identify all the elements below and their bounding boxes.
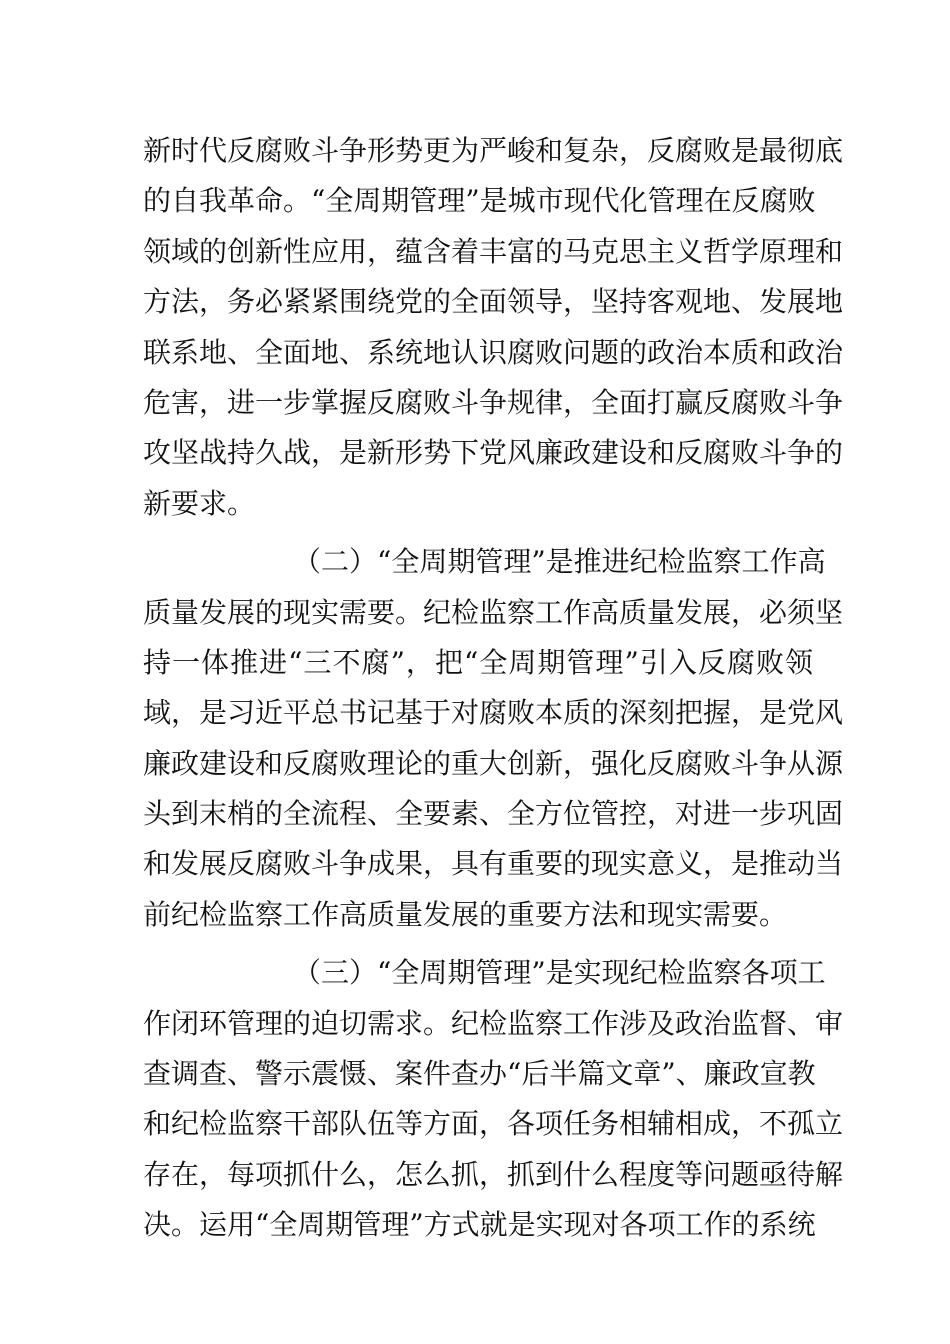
text-line: 廉政建设和反腐败理论的重大创新，强化反腐败斗争从源 (143, 746, 844, 780)
text-line: 质量发展的现实需要。纪检监察工作高质量发展，必须坚 (143, 595, 844, 629)
text-line: 持一体推进“三不腐”，把“全周期管理”引入反腐败领 (143, 645, 813, 679)
text-line: 领域的创新性应用，蕴含着丰富的马克思主义哲学原理和 (143, 234, 844, 268)
text-line: 攻坚战持久战，是新形势下党风廉政建设和反腐败斗争的 (143, 436, 844, 470)
text-line: 作闭环管理的迫切需求。纪检监察工作涉及政治监督、审 (143, 1006, 844, 1040)
paragraph-gap (143, 529, 813, 537)
text-line: 危害，进一步掌握反腐败斗争规律，全面打赢反腐败斗争 (143, 385, 844, 419)
paragraph-gap (143, 940, 813, 948)
paragraph-3 (143, 948, 844, 1250)
text-line: 决。运用“全周期管理”方式就是实现对各项工作的系统 (143, 1208, 816, 1242)
text-line: 的自我革命。“全周期管理”是城市现代化管理在反腐败 (143, 184, 816, 218)
text-line: 存在，每项抓什么，怎么抓，抓到什么程度等问题亟待解 (143, 1157, 844, 1191)
text-line: 和发展反腐败斗争成果，具有重要的现实意义，是推动当 (143, 847, 844, 881)
text-line: 联系地、全面地、系统地认识腐败问题的政治本质和政治 (143, 335, 844, 369)
text-line: 域，是习近平总书记基于对腐败本质的深刻把握，是党风 (143, 696, 844, 730)
text-line: 方法，务必紧紧围绕党的全面领导，坚持客观地、发展地 (143, 285, 844, 319)
text-line: 前纪检监察工作高质量发展的重要方法和现实需要。 (143, 897, 788, 931)
text-line: 查调查、警示震慑、案件查办“后半篇文章”、廉政宣教 (143, 1057, 816, 1091)
text-line: 和纪检监察干部队伍等方面，各项任务相辅相成，不孤立 (143, 1107, 844, 1141)
section-heading-line: （二）“全周期管理”是推进纪检监察工作高 (293, 545, 826, 579)
paragraph-2 (143, 537, 844, 940)
text-line: 头到末梢的全流程、全要素、全方位管控，对进一步巩固 (143, 797, 844, 831)
text-line: 新时代反腐败斗争形势更为严峻和复杂，反腐败是最彻底 (143, 134, 844, 167)
paragraph-1 (143, 126, 844, 529)
section-heading-line: （三）“全周期管理”是实现纪检监察各项工 (293, 956, 826, 990)
document-body (143, 126, 844, 1251)
text-line: 新要求。 (143, 486, 256, 520)
